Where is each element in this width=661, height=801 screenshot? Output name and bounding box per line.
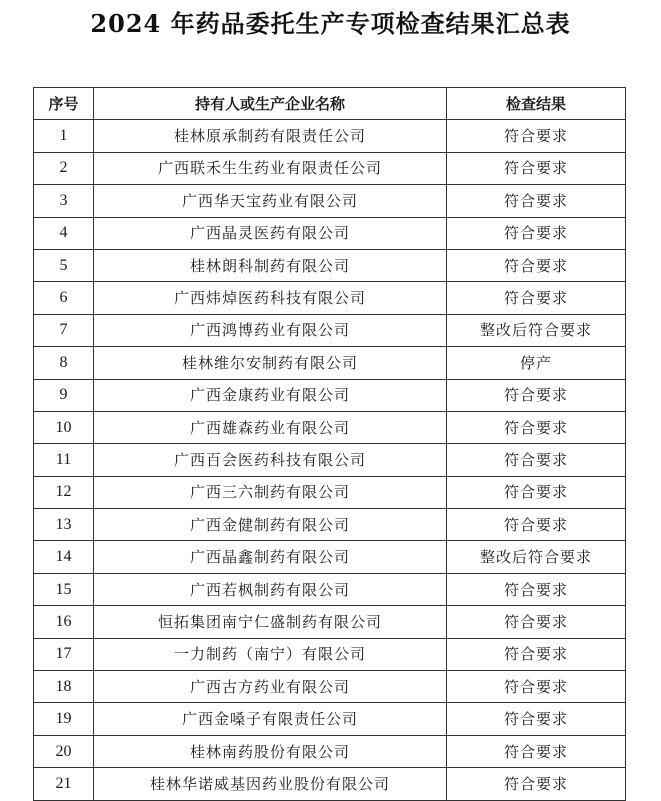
cell-inspection-result: 符合要求	[447, 411, 626, 443]
table-row	[34, 411, 626, 443]
cell-serial-number: 4	[34, 217, 94, 249]
table-row	[34, 768, 626, 800]
cell-inspection-result: 符合要求	[447, 703, 626, 735]
header-inspection-result: 检查结果	[447, 88, 626, 120]
cell-serial-number: 9	[34, 379, 94, 411]
cell-serial-number: 11	[34, 444, 94, 476]
table-row	[34, 638, 626, 670]
table-row	[34, 217, 626, 249]
cell-serial-number: 20	[34, 735, 94, 767]
cell-serial-number: 17	[34, 638, 94, 670]
cell-inspection-result: 符合要求	[447, 606, 626, 638]
cell-inspection-result: 整改后符合要求	[447, 314, 626, 346]
cell-company-name: 广西鸿博药业有限公司	[94, 314, 447, 346]
cell-inspection-result: 符合要求	[447, 638, 626, 670]
cell-serial-number: 19	[34, 703, 94, 735]
cell-company-name: 桂林维尔安制药有限公司	[94, 347, 447, 379]
cell-inspection-result: 符合要求	[447, 444, 626, 476]
header-company-name: 持有人或生产企业名称	[94, 88, 447, 120]
cell-company-name: 广西炜焯医药科技有限公司	[94, 282, 447, 314]
cell-company-name: 桂林南药股份有限公司	[94, 735, 447, 767]
cell-serial-number: 6	[34, 282, 94, 314]
cell-serial-number: 12	[34, 476, 94, 508]
cell-company-name: 广西百会医药科技有限公司	[94, 444, 447, 476]
cell-company-name: 广西古方药业有限公司	[94, 671, 447, 703]
table-row	[34, 444, 626, 476]
cell-serial-number: 5	[34, 249, 94, 281]
cell-inspection-result: 符合要求	[447, 282, 626, 314]
table-row	[34, 509, 626, 541]
table-row	[34, 541, 626, 573]
cell-inspection-result: 符合要求	[447, 476, 626, 508]
cell-serial-number: 7	[34, 314, 94, 346]
cell-company-name: 一力制药（南宁）有限公司	[94, 638, 447, 670]
cell-inspection-result: 整改后符合要求	[447, 541, 626, 573]
cell-inspection-result: 符合要求	[447, 120, 626, 152]
cell-company-name: 广西晶鑫制药有限公司	[94, 541, 447, 573]
cell-company-name: 广西金健制药有限公司	[94, 509, 447, 541]
cell-inspection-result: 符合要求	[447, 573, 626, 605]
cell-company-name: 桂林朗科制药有限公司	[94, 249, 447, 281]
cell-company-name: 桂林华诺威基因药业股份有限公司	[94, 768, 447, 800]
cell-serial-number: 14	[34, 541, 94, 573]
table-row	[34, 120, 626, 152]
cell-company-name: 广西雄森药业有限公司	[94, 411, 447, 443]
cell-company-name: 广西若枫制药有限公司	[94, 573, 447, 605]
table-body	[34, 120, 626, 800]
table-row	[34, 314, 626, 346]
cell-serial-number: 8	[34, 347, 94, 379]
cell-company-name: 桂林原承制药有限责任公司	[94, 120, 447, 152]
cell-inspection-result: 符合要求	[447, 379, 626, 411]
table-row	[34, 185, 626, 217]
cell-inspection-result: 符合要求	[447, 768, 626, 800]
table-header-row	[34, 88, 626, 120]
cell-serial-number: 2	[34, 152, 94, 184]
header-serial-number: 序号	[34, 88, 94, 120]
cell-company-name: 广西联禾生生药业有限责任公司	[94, 152, 447, 184]
cell-serial-number: 13	[34, 509, 94, 541]
table-row	[34, 347, 626, 379]
results-table-container	[33, 87, 625, 801]
cell-serial-number: 10	[34, 411, 94, 443]
cell-inspection-result: 停产	[447, 347, 626, 379]
cell-serial-number: 15	[34, 573, 94, 605]
table-row	[34, 379, 626, 411]
table-row	[34, 671, 626, 703]
cell-inspection-result: 符合要求	[447, 671, 626, 703]
cell-serial-number: 21	[34, 768, 94, 800]
cell-company-name: 广西金嗓子有限责任公司	[94, 703, 447, 735]
table-row	[34, 573, 626, 605]
table-row	[34, 476, 626, 508]
table-row	[34, 152, 626, 184]
table-row	[34, 606, 626, 638]
cell-serial-number: 3	[34, 185, 94, 217]
cell-company-name: 广西晶灵医药有限公司	[94, 217, 447, 249]
results-table	[33, 87, 626, 801]
cell-inspection-result: 符合要求	[447, 735, 626, 767]
cell-company-name: 广西华天宝药业有限公司	[94, 185, 447, 217]
cell-serial-number: 16	[34, 606, 94, 638]
table-row	[34, 735, 626, 767]
cell-inspection-result: 符合要求	[447, 509, 626, 541]
table-row	[34, 703, 626, 735]
cell-inspection-result: 符合要求	[447, 249, 626, 281]
cell-company-name: 广西三六制药有限公司	[94, 476, 447, 508]
cell-inspection-result: 符合要求	[447, 152, 626, 184]
cell-company-name: 恒拓集团南宁仁盛制药有限公司	[94, 606, 447, 638]
table-row	[34, 249, 626, 281]
table-row	[34, 282, 626, 314]
cell-inspection-result: 符合要求	[447, 217, 626, 249]
cell-company-name: 广西金康药业有限公司	[94, 379, 447, 411]
cell-inspection-result: 符合要求	[447, 185, 626, 217]
cell-serial-number: 18	[34, 671, 94, 703]
page-title: 2024 年药品委托生产专项检查结果汇总表	[90, 9, 571, 38]
cell-serial-number: 1	[34, 120, 94, 152]
